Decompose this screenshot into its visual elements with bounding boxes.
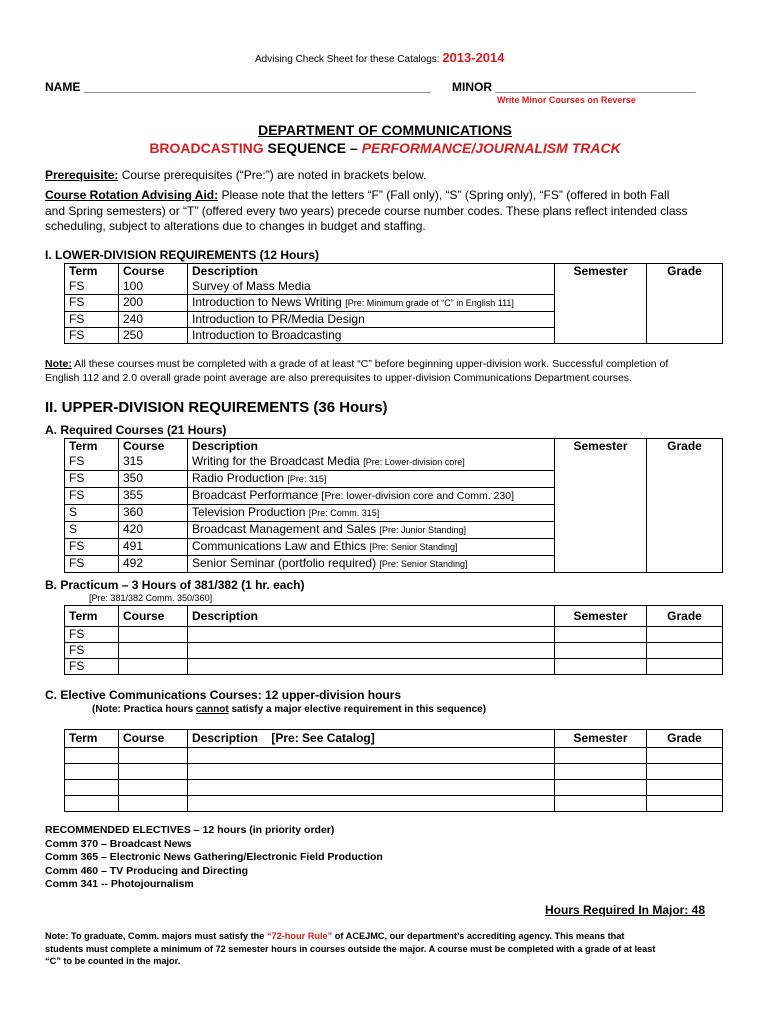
description-cell [188, 488, 555, 505]
col-course: Course [119, 439, 188, 455]
recommended-heading: RECOMMENDED ELECTIVES – 12 hours (in priority order) [45, 824, 335, 836]
description-text: Television Production [192, 505, 309, 519]
col-grade: Grade [647, 730, 723, 748]
prerequisite-line [45, 168, 427, 182]
semester-cell[interactable] [555, 780, 647, 796]
elective-note-pre: (Note: Practica hours [92, 704, 196, 715]
description-cell[interactable] [188, 780, 555, 796]
prereq-note: [Pre: lower-division core and Comm. 230] [321, 490, 514, 502]
department-title: DEPARTMENT OF COMMUNICATIONS [258, 122, 512, 138]
sequence-title [0, 140, 770, 156]
course-cell[interactable] [119, 796, 188, 812]
description-cell[interactable] [188, 796, 555, 812]
rotation-line1: Please note that the letters “F” (Fall only), “S” (Spring only), “FS” (offered in both Fall [218, 188, 670, 202]
description-cell[interactable] [188, 748, 555, 764]
col-grade: Grade [647, 264, 723, 344]
grade-cell[interactable] [647, 764, 723, 780]
sequence-part-mid: SEQUENCE – [263, 140, 362, 156]
list-item: Comm 365 – Electronic News Gathering/Electronic Field Production [45, 851, 383, 863]
term-cell: S [65, 522, 119, 539]
table-row [65, 643, 723, 659]
description-text: Writing for the Broadcast Media [192, 454, 364, 468]
course-cell: 350 [119, 471, 188, 488]
col-grade: Grade [647, 439, 723, 573]
rotation-aid [45, 188, 688, 235]
col-semester: Semester [555, 606, 647, 627]
description-text: Broadcast Performance [192, 488, 322, 502]
course-cell[interactable] [119, 780, 188, 796]
rotation-line2: and Spring semesters) or “T” (offered every two years) precede course number codes. These plans reflect intended class [45, 203, 688, 218]
elective-heading: C. Elective Communications Courses: 12 upper-division hours [45, 688, 402, 702]
recommended-electives [45, 824, 383, 892]
col-semester: Semester [555, 439, 647, 573]
description-text: Radio Production [192, 471, 288, 485]
course-cell[interactable] [119, 643, 188, 659]
sequence-part-broadcasting: BROADCASTING [149, 140, 264, 156]
required-heading: A. Required Courses (21 Hours) [45, 423, 227, 437]
term-cell[interactable] [65, 796, 119, 812]
col-course: Course [119, 730, 188, 748]
col-grade: Grade [647, 606, 723, 627]
term-cell: FS [65, 279, 119, 295]
elective-note [92, 704, 486, 715]
description-cell[interactable] [188, 627, 555, 643]
term-cell: FS [65, 312, 119, 328]
term-cell[interactable] [65, 764, 119, 780]
semester-cell[interactable] [555, 643, 647, 659]
course-cell[interactable] [119, 748, 188, 764]
elective-note-emph: cannot [195, 704, 229, 715]
note-line1: All these courses must be completed with a grade of at least “C” before beginning upper-division work. Successful completion of [71, 358, 669, 370]
course-cell: 492 [119, 556, 188, 573]
term-cell[interactable] [65, 748, 119, 764]
table-row [65, 748, 723, 764]
course-cell: 491 [119, 539, 188, 556]
prereq-note: [Pre: Minimum grade of “C” in English 111] [345, 298, 514, 308]
description-text: Introduction to Broadcasting [192, 328, 342, 342]
term-cell: FS [65, 643, 119, 659]
grade-cell[interactable] [647, 627, 723, 643]
col-description: Description [188, 439, 555, 455]
description-text: Introduction to News Writing [192, 295, 346, 309]
term-cell: FS [65, 295, 119, 312]
final-note-rule: “72-hour Rule” [266, 931, 333, 941]
prereq-note: [Pre: Lower-division core] [363, 457, 465, 467]
description-header: Description [192, 731, 259, 745]
minor-note: Write Minor Courses on Reverse [497, 95, 636, 105]
term-cell: FS [65, 627, 119, 643]
description-cell [188, 471, 555, 488]
course-cell[interactable] [119, 659, 188, 675]
prereq-note: [Pre: Junior Standing] [379, 525, 467, 535]
semester-cell[interactable] [555, 748, 647, 764]
hours-required: Hours Required In Major: 48 [545, 903, 706, 917]
prereq-note: [Pre: Comm. 315] [308, 508, 380, 518]
prereq-text: Course prerequisites (“Pre:”) are noted in brackets below. [118, 168, 427, 182]
description-text: Survey of Mass Media [192, 279, 311, 293]
description-cell [188, 312, 555, 328]
list-item: Comm 341 -- Photojournalism [45, 878, 194, 890]
final-note-line2: students must complete a minimum of 72 semester hours in courses outside the major. A course must be completed with a grade of at least [45, 943, 656, 954]
table-header-row [65, 606, 723, 627]
course-cell[interactable] [119, 627, 188, 643]
table-row [65, 780, 723, 796]
course-cell: 250 [119, 328, 188, 344]
name-field[interactable]: NAME ____________________________________________________ [45, 80, 431, 94]
table-row [65, 796, 723, 812]
table-header-row [65, 439, 723, 455]
col-description [188, 730, 555, 748]
note-label: Note: [45, 358, 72, 370]
col-course: Course [119, 606, 188, 627]
table-header-row [65, 264, 723, 280]
practicum-prereq: [Pre: 381/382 Comm. 350/360] [89, 593, 213, 603]
course-cell: 240 [119, 312, 188, 328]
description-text: Broadcast Management and Sales [192, 522, 380, 536]
grade-cell[interactable] [647, 659, 723, 675]
prereq-header: [Pre: See Catalog] [271, 731, 375, 745]
table-header-row [65, 730, 723, 748]
description-cell [188, 454, 555, 471]
final-note-line3: “C” to be counted in the major. [45, 956, 181, 966]
col-description: Description [188, 606, 555, 627]
description-text: Introduction to PR/Media Design [192, 312, 365, 326]
term-cell: FS [65, 659, 119, 675]
semester-cell[interactable] [555, 796, 647, 812]
practicum-table [64, 605, 723, 675]
elective-table [64, 729, 723, 812]
required-table [64, 438, 723, 573]
rotation-line3: scheduling, subject to alterations due to changes in budget and staffing. [45, 219, 426, 233]
grade-cell[interactable] [647, 796, 723, 812]
semester-cell[interactable] [555, 764, 647, 780]
course-cell: 100 [119, 279, 188, 295]
grade-cell[interactable] [647, 748, 723, 764]
note-line2: English 112 and 2.0 overall grade point average are also prerequisites to upper-division Communications Department courses. [45, 372, 632, 384]
col-term: Term [65, 439, 119, 455]
lower-note [45, 357, 668, 385]
course-cell: 315 [119, 454, 188, 471]
description-cell [188, 328, 555, 344]
course-cell: 200 [119, 295, 188, 312]
description-cell [188, 522, 555, 539]
description-cell [188, 556, 555, 573]
course-cell: 420 [119, 522, 188, 539]
prereq-label: Prerequisite: [45, 168, 119, 182]
upper-heading: II. UPPER-DIVISION REQUIREMENTS (36 Hours) [45, 399, 388, 416]
table-row [65, 764, 723, 780]
description-cell [188, 295, 555, 312]
term-cell: S [65, 505, 119, 522]
course-cell[interactable] [119, 764, 188, 780]
description-text: Communications Law and Ethics [192, 539, 370, 553]
description-cell [188, 505, 555, 522]
rotation-label: Course Rotation Advising Aid: [45, 188, 219, 202]
term-cell: FS [65, 488, 119, 505]
term-cell: FS [65, 556, 119, 573]
practicum-heading: B. Practicum – 3 Hours of 381/382 (1 hr. each) [45, 578, 305, 592]
prereq-note: [Pre: 315] [287, 474, 327, 484]
col-term: Term [65, 606, 119, 627]
graduation-note [45, 930, 655, 968]
prereq-note: [Pre: Senior Standing] [369, 542, 458, 552]
description-cell [188, 539, 555, 556]
lower-heading: I. LOWER-DIVISION REQUIREMENTS (12 Hours) [45, 248, 320, 262]
description-cell[interactable] [188, 643, 555, 659]
sequence-part-track: PERFORMANCE/JOURNALISM TRACK [361, 140, 621, 156]
final-note-a: Note: To graduate, Comm. majors must satisfy the [45, 931, 267, 941]
description-cell[interactable] [188, 659, 555, 675]
term-cell: FS [65, 454, 119, 471]
table-row [65, 627, 723, 643]
description-cell [188, 279, 555, 295]
col-term: Term [65, 730, 119, 748]
catalog-years: 2013-2014 [442, 50, 505, 65]
course-cell: 355 [119, 488, 188, 505]
grade-cell[interactable] [647, 643, 723, 659]
prereq-note: [Pre: Senior Standing] [379, 559, 468, 569]
col-description: Description [188, 264, 555, 280]
description-cell[interactable] [188, 764, 555, 780]
col-course: Course [119, 264, 188, 280]
semester-cell[interactable] [555, 659, 647, 675]
description-text: Senior Seminar (portfolio required) [192, 556, 380, 570]
lower-table [64, 263, 723, 344]
list-item: Comm 460 – TV Producing and Directing [45, 864, 249, 877]
col-semester: Semester [555, 264, 647, 344]
grade-cell[interactable] [647, 780, 723, 796]
term-cell[interactable] [65, 780, 119, 796]
table-row [65, 659, 723, 675]
list-item: Comm 370 – Broadcast News [45, 837, 192, 850]
term-cell: FS [65, 471, 119, 488]
col-term: Term [65, 264, 119, 280]
minor-field[interactable]: MINOR ______________________________ [452, 80, 696, 94]
semester-cell[interactable] [555, 627, 647, 643]
course-cell: 360 [119, 505, 188, 522]
catalog-label: Advising Check Sheet for these Catalogs: [255, 54, 440, 65]
col-semester: Semester [555, 730, 647, 748]
final-note-c: of ACEJMC, our department’s accrediting agency. This means that [332, 931, 625, 941]
catalog-line [255, 50, 505, 65]
term-cell: FS [65, 328, 119, 344]
elective-note-post: satisfy a major elective requirement in this sequence) [228, 704, 487, 715]
term-cell: FS [65, 539, 119, 556]
